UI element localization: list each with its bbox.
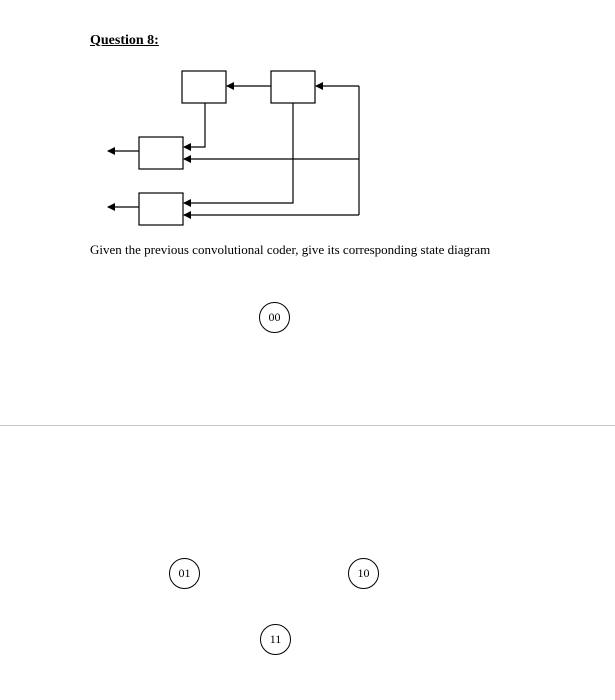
state-node-00 bbox=[259, 302, 290, 333]
state-node-11 bbox=[260, 624, 291, 655]
left-register-to-top-adder bbox=[184, 103, 205, 147]
state-label: 11 bbox=[269, 632, 282, 646]
state-node-10 bbox=[348, 558, 379, 589]
question-title: Question 8: bbox=[90, 33, 159, 48]
state-label: 10 bbox=[357, 566, 370, 580]
shift-register-box-left bbox=[182, 71, 226, 103]
adder-box-top bbox=[139, 137, 183, 169]
question-prompt: Given the previous convolutional coder, give its corresponding state diagram bbox=[90, 242, 491, 257]
right-register-to-bottom-adder bbox=[184, 103, 293, 203]
state-label: 00 bbox=[268, 310, 281, 324]
adder-box-bottom bbox=[139, 193, 183, 225]
section-divider bbox=[0, 425, 615, 426]
shift-register-box-right bbox=[271, 71, 315, 103]
state-node-01 bbox=[169, 558, 200, 589]
convolutional-coder-diagram bbox=[0, 0, 615, 240]
state-label: 01 bbox=[178, 566, 191, 580]
